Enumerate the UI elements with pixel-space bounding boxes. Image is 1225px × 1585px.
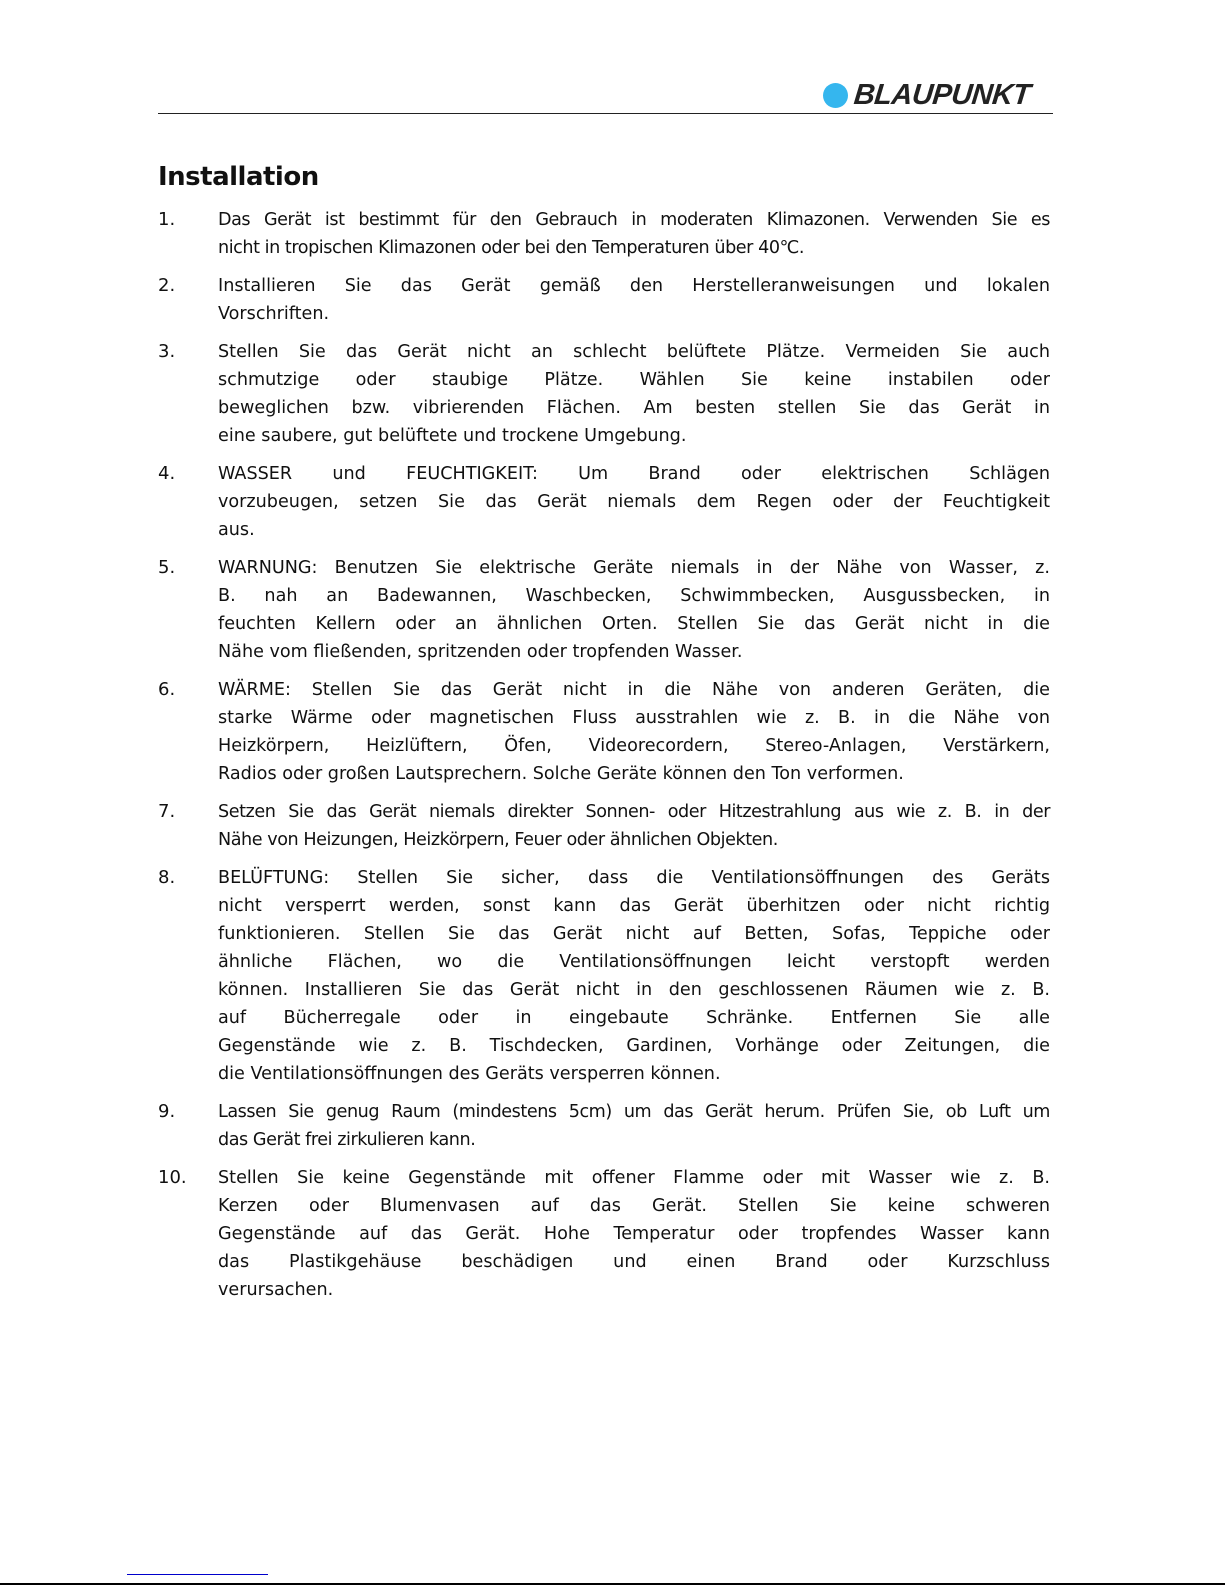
item-number: 7.: [158, 801, 176, 822]
text-line: Nähe vom fließenden, spritzenden oder tropfenden Wasser.: [218, 642, 743, 662]
item-number: 8.: [158, 867, 176, 888]
text-line: WASSER und FEUCHTIGKEIT: Um Brand oder elektrischen Schlägen: [218, 464, 1050, 484]
item-text: [218, 206, 1050, 262]
text-line: Gegenstände auf das Gerät. Hohe Temperatur oder tropfendes Wasser kann: [218, 1224, 1050, 1244]
text-line: Kerzen oder Blumenvasen auf das Gerät. Stellen Sie keine schweren: [218, 1196, 1050, 1216]
text-line: können. Installieren Sie das Gerät nicht in den geschlossenen Räumen wie z. B.: [218, 980, 1050, 1000]
list-item: [158, 676, 1050, 788]
text-line: Heizkörpern, Heizlüftern, Öfen, Videorecordern, Stereo-Anlagen, Verstärkern,: [218, 736, 1050, 756]
item-text: [218, 1098, 1050, 1154]
item-text: [218, 798, 1050, 854]
list-item: [158, 206, 1050, 262]
link-underline: [127, 1574, 268, 1575]
text-line: WÄRME: Stellen Sie das Gerät nicht in die Nähe von anderen Geräten, die: [218, 680, 1050, 700]
brand-name: BLAUPUNKT: [852, 79, 1032, 111]
text-line: Stellen Sie das Gerät nicht an schlecht belüftete Plätze. Vermeiden Sie auch: [218, 342, 1050, 362]
item-number: 5.: [158, 557, 176, 578]
text-line: feuchten Kellern oder an ähnlichen Orten. Stellen Sie das Gerät nicht in die: [218, 614, 1050, 634]
text-line: Setzen Sie das Gerät niemals direkter Sonnen- oder Hitzestrahlung aus wie z. B. in der: [218, 802, 1050, 822]
item-number: 1.: [158, 209, 176, 230]
text-line: die Ventilationsöffnungen des Geräts versperren können.: [218, 1064, 721, 1084]
text-line: nicht versperrt werden, sonst kann das Gerät überhitzen oder nicht richtig: [218, 896, 1050, 916]
item-text: [218, 460, 1050, 544]
text-line: schmutzige oder staubige Plätze. Wählen Sie keine instabilen oder: [218, 370, 1050, 390]
page-title: Installation: [158, 162, 319, 192]
text-line: beweglichen bzw. vibrierenden Flächen. Am besten stellen Sie das Gerät in: [218, 398, 1050, 418]
text-line: BELÜFTUNG: Stellen Sie sicher, dass die Ventilationsöffnungen des Geräts: [218, 868, 1050, 888]
header-rule: [158, 113, 1053, 114]
item-text: [218, 554, 1050, 666]
text-line: nicht in tropischen Klimazonen oder bei den Temperaturen über 40℃.: [218, 238, 805, 258]
text-line: eine saubere, gut belüftete und trockene Umgebung.: [218, 426, 687, 446]
item-number: 4.: [158, 463, 176, 484]
text-line: Das Gerät ist bestimmt für den Gebrauch in moderaten Klimazonen. Verwenden Sie es: [218, 210, 1050, 230]
logo-dot-icon: [823, 83, 848, 108]
item-text: [218, 1164, 1050, 1304]
list-item: [158, 272, 1050, 328]
item-number: 2.: [158, 275, 176, 296]
text-line: funktionieren. Stellen Sie das Gerät nicht auf Betten, Sofas, Teppiche oder: [218, 924, 1050, 944]
list-item: [158, 460, 1050, 544]
text-line: ähnliche Flächen, wo die Ventilationsöffnungen leicht verstopft werden: [218, 952, 1050, 972]
text-line: Radios oder großen Lautsprechern. Solche Geräte können den Ton verformen.: [218, 764, 904, 784]
text-line: Stellen Sie keine Gegenstände mit offener Flamme oder mit Wasser wie z. B.: [218, 1168, 1050, 1188]
text-line: Gegenstände wie z. B. Tischdecken, Gardinen, Vorhänge oder Zeitungen, die: [218, 1036, 1050, 1056]
item-text: [218, 338, 1050, 450]
list-item: [158, 1098, 1050, 1154]
list-item: [158, 338, 1050, 450]
text-line: vorzubeugen, setzen Sie das Gerät niemals dem Regen oder der Feuchtigkeit: [218, 492, 1050, 512]
text-line: WARNUNG: Benutzen Sie elektrische Geräte niemals in der Nähe von Wasser, z.: [218, 558, 1050, 578]
item-text: [218, 272, 1050, 328]
text-line: Lassen Sie genug Raum (mindestens 5cm) um das Gerät herum. Prüfen Sie, ob Luft um: [218, 1102, 1050, 1122]
text-line: B. nah an Badewannen, Waschbecken, Schwimmbecken, Ausgussbecken, in: [218, 586, 1050, 606]
text-line: Installieren Sie das Gerät gemäß den Herstelleranweisungen und lokalen: [218, 276, 1050, 296]
text-line: Vorschriften.: [218, 304, 330, 324]
text-line: aus.: [218, 520, 255, 540]
item-text: [218, 864, 1050, 1088]
text-line: das Plastikgehäuse beschädigen und einen Brand oder Kurzschluss: [218, 1252, 1050, 1272]
text-line: auf Bücherregale oder in eingebaute Schränke. Entfernen Sie alle: [218, 1008, 1050, 1028]
item-number: 3.: [158, 341, 176, 362]
item-text: [218, 676, 1050, 788]
text-line: verursachen.: [218, 1280, 334, 1300]
item-number: 6.: [158, 679, 176, 700]
list-item: [158, 798, 1050, 854]
list-item: [158, 554, 1050, 666]
text-line: Nähe von Heizungen, Heizkörpern, Feuer oder ähnlichen Objekten.: [218, 830, 778, 850]
text-line: starke Wärme oder magnetischen Fluss ausstrahlen wie z. B. in die Nähe von: [218, 708, 1050, 728]
item-number: 10.: [158, 1167, 187, 1188]
item-number: 9.: [158, 1101, 176, 1122]
list-item: [158, 864, 1050, 1088]
installation-list: [158, 206, 1050, 1314]
blaupunkt-logo: [823, 79, 1030, 112]
list-item: [158, 1164, 1050, 1304]
text-line: das Gerät frei zirkulieren kann.: [218, 1130, 476, 1150]
